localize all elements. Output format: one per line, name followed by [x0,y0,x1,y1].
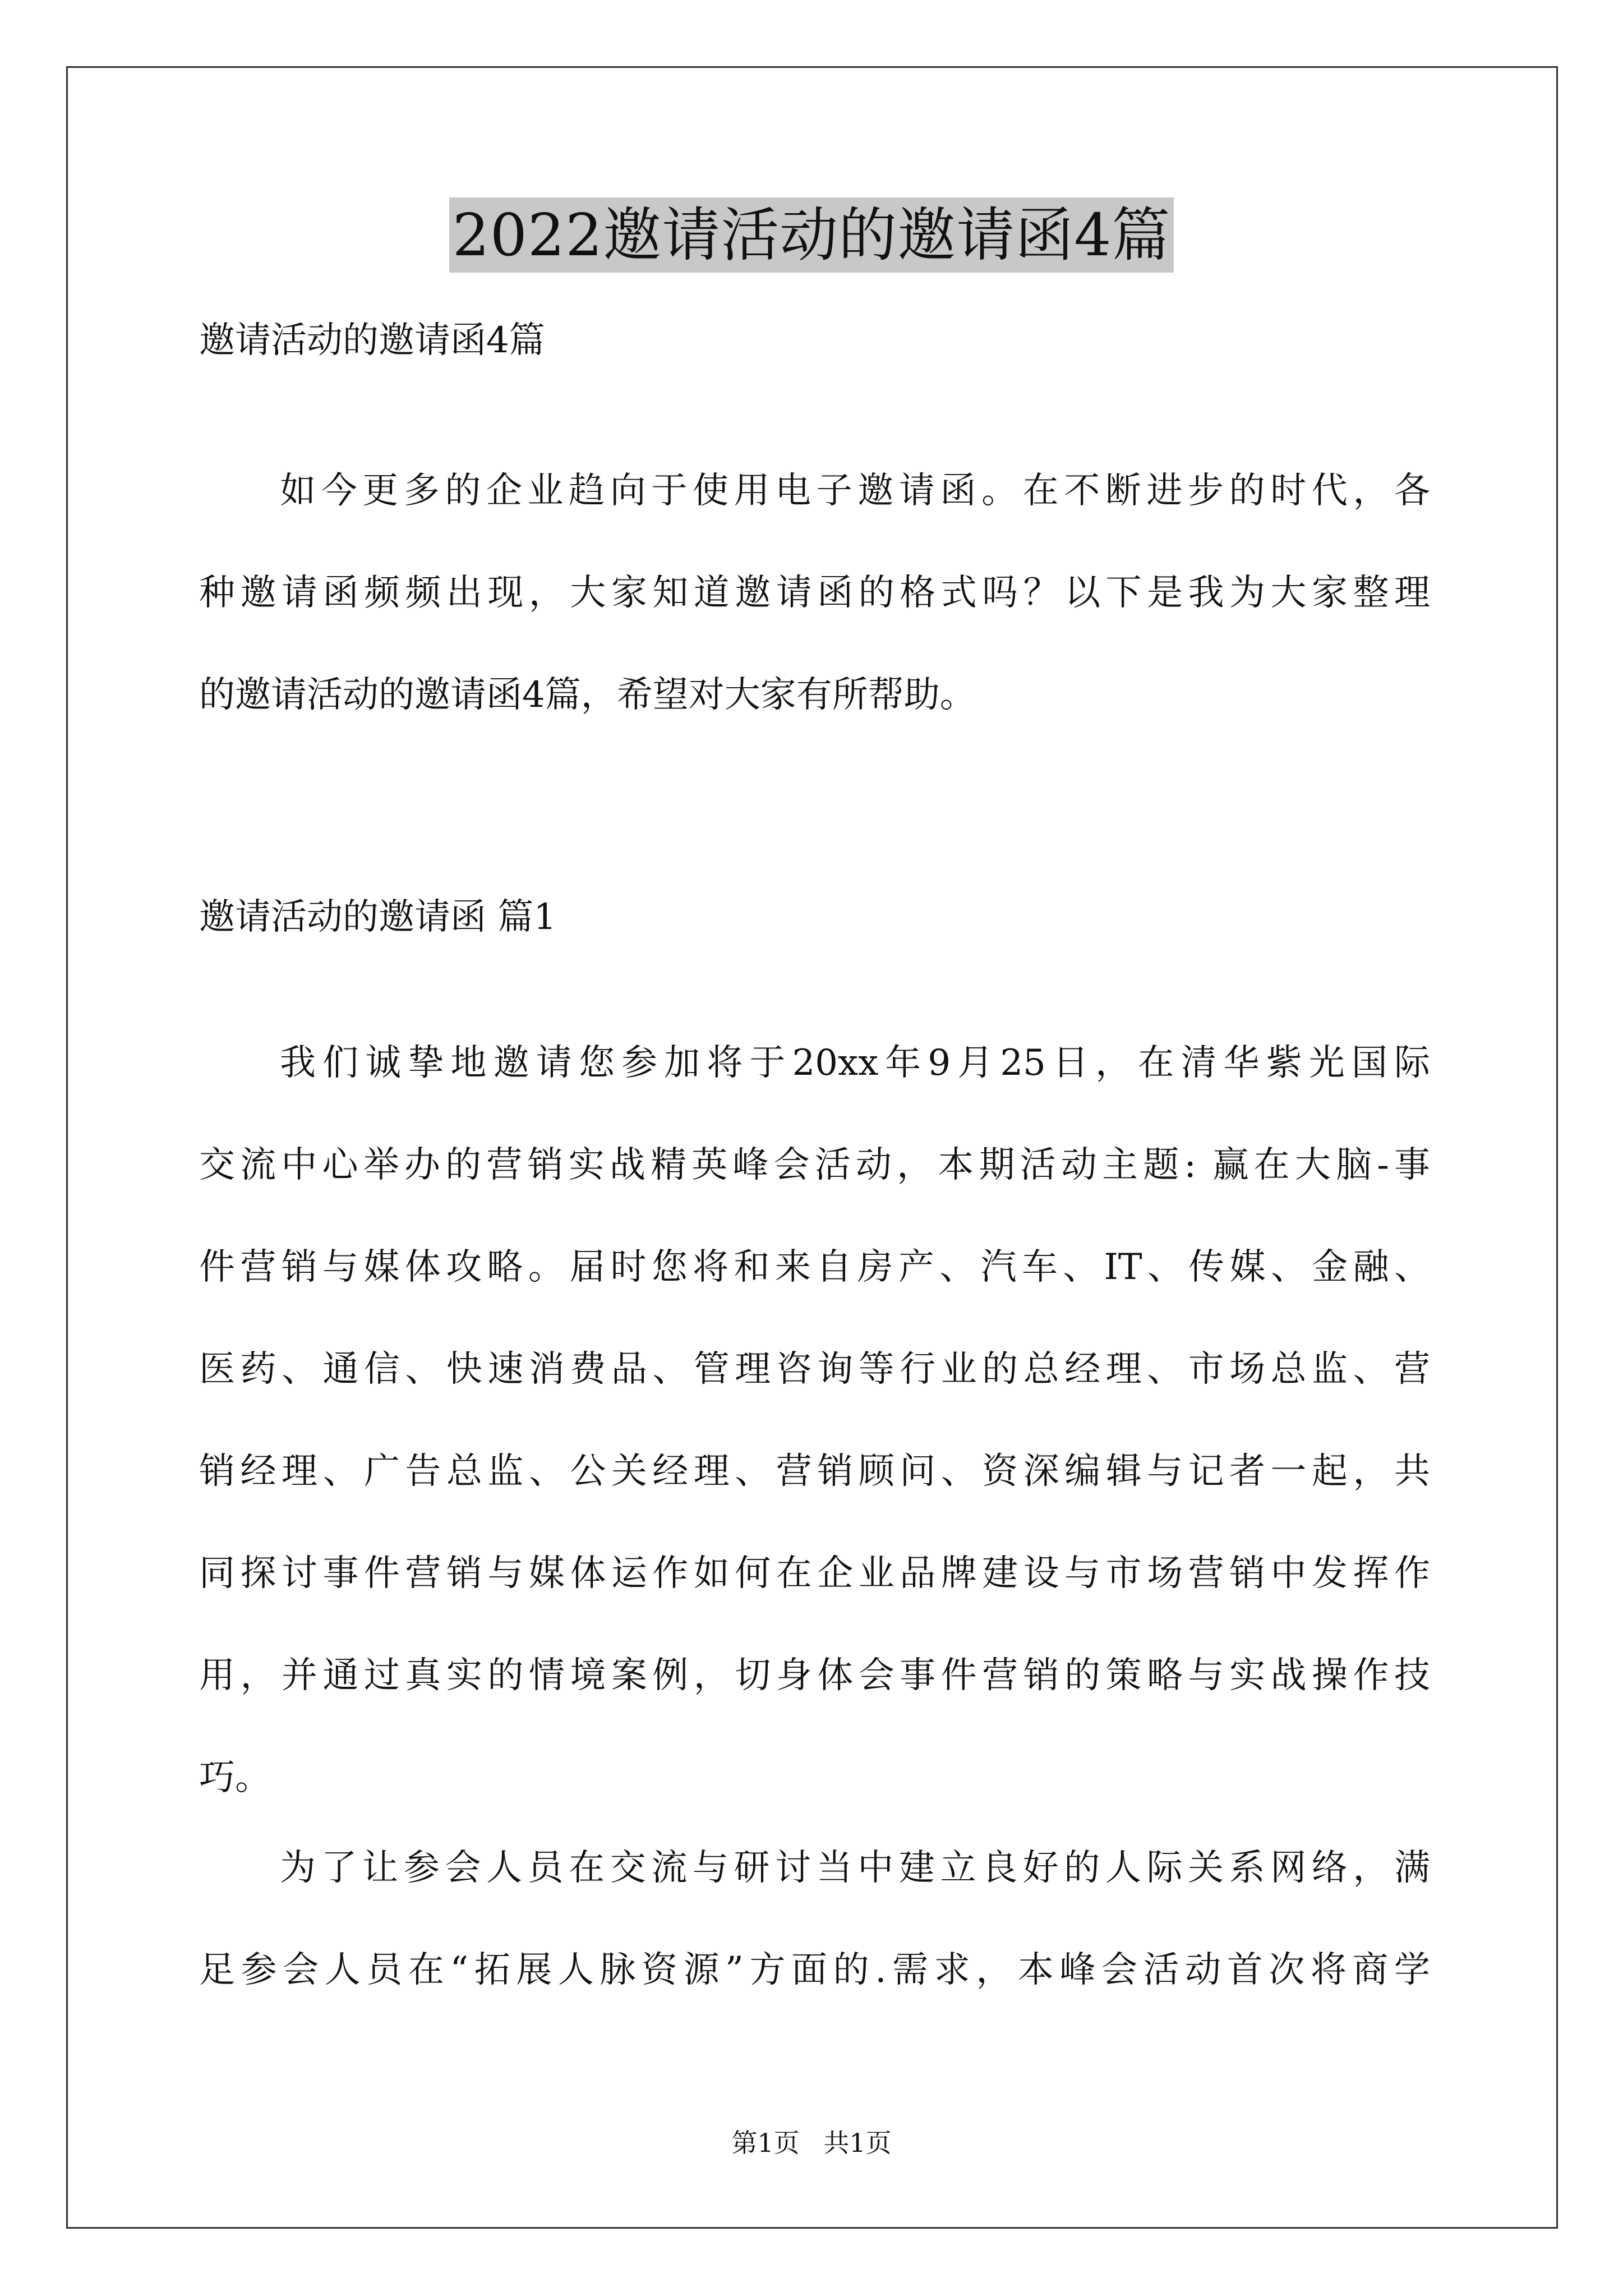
document-title: 2022邀请活动的邀请函4篇 [449,197,1174,273]
page-number: 第1页 [731,2128,800,2158]
paragraph-line: 巧。 [199,1757,271,1798]
intro-paragraph [199,466,1430,772]
paragraph-line: 医药、通信、快速消费品、管理咨询等行业的总经理、市场总监、营 [199,1349,1430,1390]
page-total: 共1页 [823,2128,892,2158]
paragraph-line: 足参会人员在“拓展人脉资源”方面的.需求，本峰会活动首次将商学 [199,1949,1430,1991]
section1-paragraph-2 [199,1843,1430,2047]
page-footer [0,2126,1623,2160]
paragraph-line: 我们诚挚地邀请您参加将于20xx年9月25日，在清华紫光国际 [280,1042,1430,1084]
intro-line: 种邀请函频频出现，大家知道邀请函的格式吗？以下是我为大家整理 [199,572,1430,614]
section1-paragraph-1 [199,1038,1430,1855]
paragraph-line: 为了让参会人员在交流与研讨当中建立良好的人际关系网络，满 [280,1847,1430,1889]
intro-line: 的邀请活动的邀请函4篇，希望对大家有所帮助。 [199,674,976,716]
paragraph-line: 同探讨事件营销与媒体运作如何在企业品牌建设与市场营销中发挥作 [199,1553,1430,1594]
paragraph-line: 件营销与媒体攻略。届时您将和来自房产、汽车、IT、传媒、金融、 [199,1246,1430,1288]
paragraph-line: 用，并通过真实的情境案例，切身体会事件营销的策略与实战操作技 [199,1655,1430,1696]
section-heading-1: 邀请活动的邀请函 篇1 [199,896,557,938]
intro-line: 如今更多的企业趋向于使用电子邀请函。在不断进步的时代，各 [280,470,1430,512]
title-container [0,197,1623,273]
document-subtitle: 邀请活动的邀请函4篇 [199,320,545,361]
paragraph-line: 销经理、广告总监、公关经理、营销顾问、资深编辑与记者一起，共 [199,1451,1430,1492]
paragraph-line: 交流中心举办的营销实战精英峰会活动，本期活动主题: 赢在大脑-事 [199,1144,1430,1186]
